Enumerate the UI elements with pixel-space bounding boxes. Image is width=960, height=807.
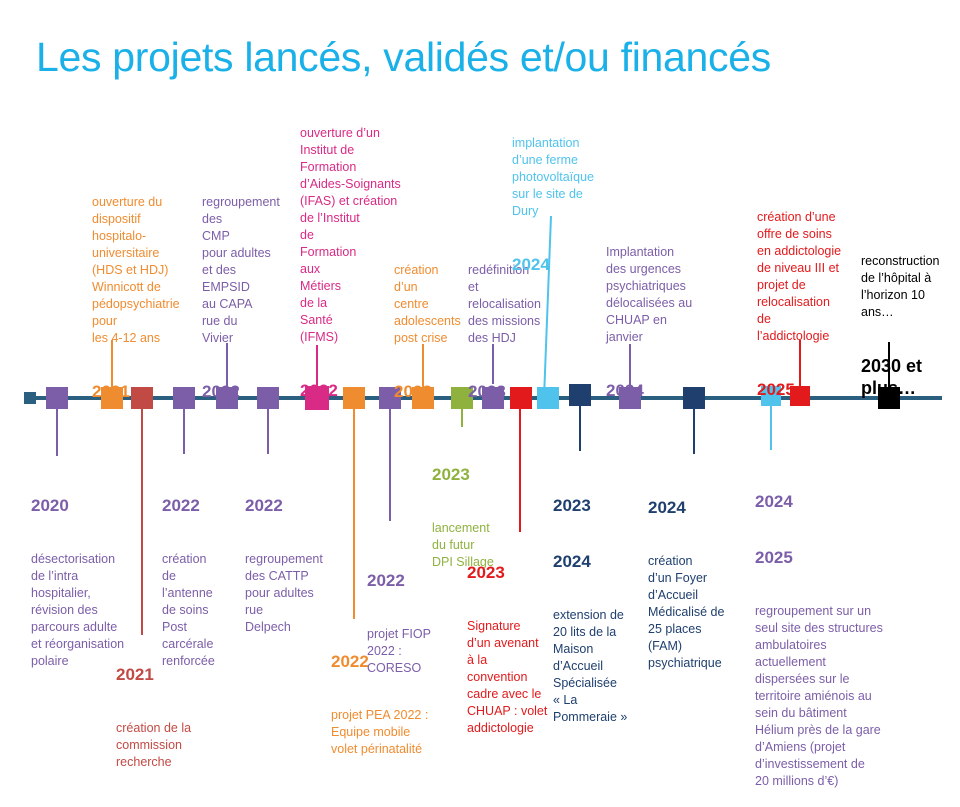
event-text: Signature d’un avenant à la convention cadre avec le CHUAP : volet addictologie [467,619,548,735]
connector-2023-dpi [461,409,463,427]
connector-2021-recherche [141,409,143,635]
event-2020 [31,461,124,687]
event-text: Implantation des urgences psychiatriques délocalisées au CHUAP en janvier [606,245,693,344]
event-year: 2022 [300,381,338,400]
event-year: 2025 [757,380,795,399]
event-year: 2024 [755,492,793,511]
event-text: lancement du futur DPI Sillage [432,521,494,569]
event-year-2: 2024 [553,552,591,571]
event-year-2: 2025 [755,548,793,567]
marker-2024-mas [569,384,591,406]
event-year: 2024 [512,255,550,274]
event-2024-urgences [606,210,692,419]
event-text: création d’une offre de soins en addictologie de niveau III et projet de relocalisation de l’addictologie [757,210,842,343]
event-2023-adolescents [394,228,461,420]
connector-2024-fam [693,409,695,454]
event-text: regroupement sur un seul site des structures ambulatoires actuellement dispersées sur le territoire amiénois au sein du bâtiment Hélium près de la gare d’Amiens (projet d’investissement de 20 millions d’€) [755,604,883,788]
event-year: 2021 [116,665,154,684]
connector-2022-fiop [389,409,391,521]
event-text: ouverture du dispositif hospitalo- universitaire (HDS et HDJ) Winnicott de pédopsychiatrie pour les 4-12 ans [92,195,180,345]
event-2023-avenant [467,528,547,754]
connector-2020 [56,409,58,456]
timeline-start-marker [24,392,36,404]
event-2024-fam [648,463,724,689]
event-2022-fiop [367,536,431,694]
event-text: regroupement des CATTP pour adultes rue Delpech [245,552,323,634]
event-text: regroupement des CMP pour adultes et des EMPSID au CAPA rue du Vivier [202,195,280,345]
event-text: implantation d’une ferme photovoltaïque sur le site de Dury [512,136,595,218]
event-year: 2023 [553,496,591,515]
event-text: création d’un Foyer d’Accueil Médicalisé de 25 places (FAM) psychiatrique [648,554,725,670]
event-text: extension de 20 lits de la Maison d’Accueil Spécialisée « La Pommeraie » [553,608,628,724]
event-text: création de la commission recherche [116,721,192,769]
event-year: 2023 [432,465,470,484]
event-2022-cattp [245,461,323,653]
connector-2023-avenant [519,409,521,532]
event-2022-antenne [162,461,215,687]
page-title: Les projets lancés, validés et/ou financés [36,34,771,80]
event-text: projet PEA 2022 : Equipe mobile volet périnatalité [331,708,429,756]
event-year: 2030 et plus… [861,356,923,398]
event-2024-2025-helium [755,457,883,807]
event-year: 2020 [31,496,69,515]
event-text: création d’un centre adolescents post crise [394,263,461,345]
event-2030 [861,219,940,416]
event-2025-addictologie [757,175,841,418]
event-year: 2023 [394,382,432,401]
event-year: 2023 [467,563,505,582]
event-year: 2022 [202,382,240,401]
event-year: 2021 [92,382,130,401]
event-2022-ifas [300,91,401,419]
connector-2024-mas [579,406,581,451]
event-text: reconstruction de l’hôpital à l’horizon 10 ans… [861,254,940,319]
event-text: ouverture d’un Institut de Formation d’Aides-Soignants (IFAS) et création de l’Institut de Formation aux Métiers de la Santé (IFMS) [300,126,401,344]
event-2023-2024-mas [553,461,627,743]
event-year: 2024 [606,381,644,400]
event-year: 2022 [331,652,369,671]
event-year: 2022 [162,496,200,515]
event-text: redéfinition et relocalisation des missions des HDJ [468,263,541,345]
event-year: 2023 [468,382,506,401]
connector-2022-pea [353,409,355,619]
event-2021-hospitalo [92,160,180,420]
marker-2020 [46,387,68,409]
event-year: 2022 [367,571,405,590]
event-2022-cmp [202,160,280,420]
event-text: création de l’antenne de soins Post carcérale renforcée [162,552,215,668]
connector-2022-antenne [183,409,185,454]
event-year: 2024 [648,498,686,517]
event-text: projet FIOP 2022 : CORESO [367,627,431,675]
event-2024-photovoltaique [512,101,594,293]
event-text: désectorisation de l’intra hospitalier, révision des parcours adulte et réorganisation polaire [31,552,125,668]
event-year: 2022 [245,496,283,515]
